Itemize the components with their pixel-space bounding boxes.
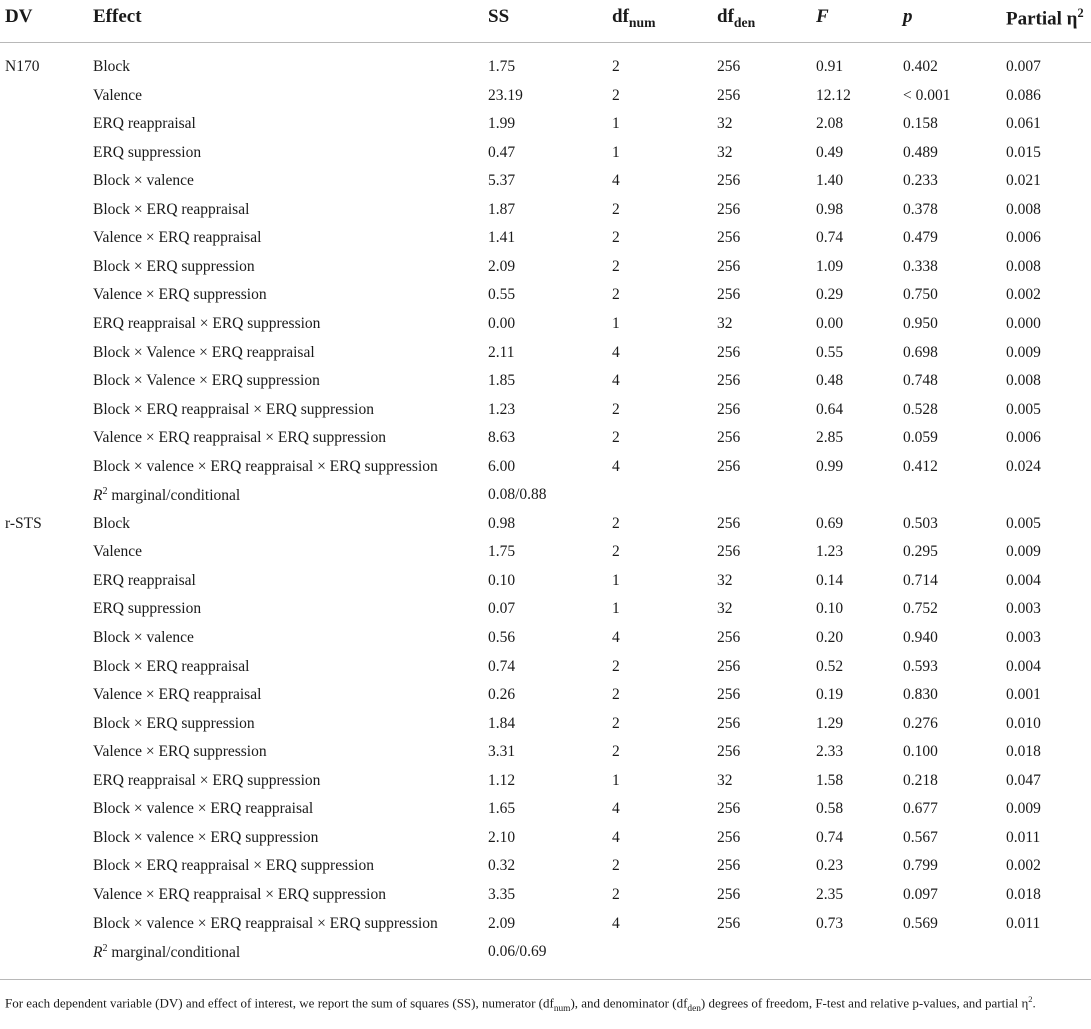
cell-dfden: 256 (717, 200, 741, 218)
header-dfden (717, 6, 755, 31)
cell-partial-eta: 0.021 (1006, 172, 1041, 190)
cell-f: 0.10 (816, 600, 844, 618)
cell-dfnum: 4 (612, 343, 620, 361)
cell-ss: 3.35 (488, 885, 516, 903)
cell-ss: 3.31 (488, 743, 516, 761)
table-row (0, 682, 1091, 711)
table-row (0, 197, 1091, 226)
cell-p: 0.097 (903, 885, 938, 903)
cell-f: 0.20 (816, 629, 844, 646)
table-row (0, 739, 1091, 768)
cell-dfden: 32 (717, 143, 733, 161)
cell-p: 0.233 (903, 172, 938, 190)
cell-p: 0.479 (903, 229, 938, 247)
cell-dfden: 32 (717, 115, 733, 133)
cell-f: 0.52 (816, 657, 844, 675)
cell-dfden: 256 (717, 828, 741, 846)
r2-symbol: R (93, 487, 103, 505)
cell-dfden: 256 (717, 914, 741, 932)
footnote-text-3: ) degrees of freedom, F-test and relative p-values, and partial η (700, 995, 1029, 1011)
cell-f: 0.73 (816, 914, 844, 932)
cell-p: 0.799 (903, 857, 938, 875)
cell-effect: Block (93, 514, 131, 532)
header-effect: Effect (93, 6, 142, 27)
cell-p: 0.412 (903, 457, 938, 475)
cell-dfnum: 4 (612, 828, 620, 846)
cell-dfden: 256 (717, 172, 741, 190)
cell-ss: 0.07 (488, 600, 516, 618)
cell-effect: Valence × ERQ reappraisal (93, 229, 262, 247)
cell-f: 0.23 (816, 857, 844, 875)
cell-ss: 1.87 (488, 200, 516, 218)
cell-p: 0.059 (903, 429, 938, 447)
cell-f: 12.12 (816, 86, 851, 104)
cell-partial-eta: 0.004 (1006, 571, 1041, 589)
cell-dfden: 32 (717, 571, 733, 589)
cell-dfden: 256 (717, 343, 741, 361)
table-row (0, 140, 1091, 169)
cell-partial-eta: 0.008 (1006, 200, 1041, 218)
cell-f: 1.40 (816, 172, 844, 190)
cell-partial-eta: 0.018 (1006, 743, 1041, 761)
cell-dfnum: 2 (612, 286, 620, 304)
footnote-sub-2: den (687, 1003, 701, 1014)
cell-dfden: 256 (717, 514, 741, 532)
cell-p: 0.402 (903, 58, 938, 75)
cell-ss: 2.09 (488, 257, 516, 275)
cell-f: 1.23 (816, 543, 844, 561)
cell-p: 0.593 (903, 657, 938, 675)
cell-f: 0.74 (816, 229, 844, 247)
cell-f: 0.14 (816, 571, 844, 589)
cell-effect: ERQ reappraisal × ERQ suppression (93, 771, 321, 789)
cell-effect: Valence (93, 86, 143, 104)
table-row (0, 596, 1091, 625)
header-rule (0, 42, 1091, 43)
cell-partial-eta: 0.008 (1006, 257, 1041, 275)
cell-dfden: 256 (717, 743, 741, 761)
cell-partial-eta: 0.003 (1006, 600, 1041, 618)
table-row (0, 254, 1091, 283)
cell-partial-eta: 0.003 (1006, 629, 1041, 646)
cell-dfnum: 1 (612, 600, 620, 618)
cell-effect: Block × valence × ERQ reappraisal × ERQ suppression (93, 914, 438, 932)
header-ss: SS (488, 6, 510, 27)
cell-ss: 2.10 (488, 828, 516, 846)
cell-f: 2.33 (816, 743, 844, 761)
cell-partial-eta: 0.061 (1006, 115, 1041, 133)
cell-ss: 0.56 (488, 629, 516, 646)
cell-effect: Block × ERQ reappraisal (93, 657, 250, 675)
cell-dfden: 256 (717, 800, 741, 818)
cell-f: 0.19 (816, 686, 844, 704)
cell-partial-eta: 0.005 (1006, 400, 1041, 418)
cell-partial-eta: 0.047 (1006, 771, 1041, 789)
cell-f: 0.55 (816, 343, 844, 361)
cell-dfden: 256 (717, 86, 741, 104)
cell-dfnum: 2 (612, 543, 620, 561)
cell-dfnum: 4 (612, 800, 620, 818)
cell-f: 0.48 (816, 372, 844, 390)
cell-f: 1.09 (816, 257, 844, 275)
cell-ss: 5.37 (488, 172, 516, 190)
cell-dfnum: 2 (612, 400, 620, 418)
cell-effect: Block × Valence × ERQ reappraisal (93, 343, 315, 361)
table-row (0, 539, 1091, 568)
cell-dfnum: 2 (612, 657, 620, 675)
cell-f: 0.98 (816, 200, 844, 218)
cell-effect: Block × ERQ suppression (93, 257, 255, 275)
cell-ss: 1.12 (488, 771, 516, 789)
table-row (0, 111, 1091, 140)
cell-ss: 1.23 (488, 400, 516, 418)
cell-dfnum: 2 (612, 743, 620, 761)
cell-effect: Block × valence × ERQ suppression (93, 828, 319, 846)
cell-ss: 8.63 (488, 429, 516, 447)
cell-p: 0.158 (903, 115, 938, 133)
cell-ss: 0.00 (488, 314, 516, 332)
cell-p: 0.567 (903, 828, 938, 846)
cell-ss: 0.06/0.69 (488, 943, 547, 961)
cell-dfden: 256 (717, 686, 741, 704)
cell-f: 2.85 (816, 429, 844, 447)
table-row (0, 568, 1091, 597)
table-row (0, 311, 1091, 340)
footnote-text-4: . (1032, 995, 1036, 1011)
cell-dfden: 256 (717, 857, 741, 875)
cell-f: 1.29 (816, 714, 844, 732)
cell-partial-eta: 0.007 (1006, 58, 1041, 75)
cell-dfden: 256 (717, 457, 741, 475)
cell-dv: N170 (5, 58, 40, 75)
cell-ss: 0.55 (488, 286, 516, 304)
table-row (0, 454, 1091, 483)
cell-p: 0.677 (903, 800, 938, 818)
cell-p: 0.830 (903, 686, 938, 704)
footnote-text-1: For each dependent variable (DV) and effect of interest, we report the sum of squares (SS), numerator (df (5, 995, 554, 1011)
table-header (0, 0, 1091, 44)
cell-f: 0.99 (816, 457, 844, 475)
cell-ss: 23.19 (488, 86, 523, 104)
cell-f: 0.00 (816, 314, 844, 332)
cell-ss: 0.08/0.88 (488, 486, 547, 504)
cell-dfnum: 2 (612, 429, 620, 447)
footnote-text-2: ), and denominator (df (570, 995, 688, 1011)
cell-partial-eta: 0.011 (1006, 828, 1041, 846)
cell-partial-eta: 0.024 (1006, 457, 1041, 475)
header-dfnum (612, 6, 656, 31)
table-row (0, 340, 1091, 369)
cell-ss: 1.75 (488, 58, 516, 75)
cell-ss: 0.74 (488, 657, 516, 675)
cell-f: 0.91 (816, 58, 844, 75)
table-row (0, 482, 1091, 511)
header-f: F (816, 6, 829, 27)
cell-effect: Block × ERQ reappraisal × ERQ suppression (93, 857, 374, 875)
cell-dfden: 256 (717, 629, 741, 646)
cell-partial-eta: 0.086 (1006, 86, 1041, 104)
table-row (0, 54, 1091, 83)
header-dfnum-sub: num (628, 14, 656, 30)
footnote-sub-1: num (553, 1003, 571, 1014)
cell-p: 0.276 (903, 714, 938, 732)
cell-p: 0.528 (903, 400, 938, 418)
r2-superscript: 2 (102, 943, 108, 955)
cell-dfden: 256 (717, 58, 741, 75)
cell-dfden: 32 (717, 771, 733, 789)
cell-p: 0.338 (903, 257, 938, 275)
cell-ss: 2.11 (488, 343, 515, 361)
cell-dfnum: 2 (612, 58, 620, 75)
cell-dfden: 256 (717, 400, 741, 418)
cell-dfden: 32 (717, 314, 733, 332)
bottom-rule (0, 979, 1091, 980)
cell-dfden: 256 (717, 286, 741, 304)
table-row (0, 83, 1091, 112)
cell-partial-eta: 0.010 (1006, 714, 1041, 732)
cell-f: 1.58 (816, 771, 844, 789)
cell-dfnum: 4 (612, 457, 620, 475)
table-row (0, 397, 1091, 426)
cell-f: 2.35 (816, 885, 844, 903)
header-eta-base: Partial η (1006, 8, 1078, 30)
cell-ss: 0.32 (488, 857, 516, 875)
cell-effect: ERQ reappraisal × ERQ suppression (93, 314, 321, 332)
cell-ss: 1.41 (488, 229, 516, 247)
cell-effect: Block × ERQ reappraisal × ERQ suppression (93, 400, 374, 418)
table-row (0, 654, 1091, 683)
cell-effect: Block × valence (93, 629, 194, 646)
header-p: p (903, 6, 913, 27)
cell-dfden: 256 (717, 885, 741, 903)
cell-effect: Valence × ERQ suppression (93, 743, 267, 761)
cell-ss: 2.09 (488, 914, 516, 932)
cell-dfnum: 2 (612, 229, 620, 247)
cell-effect: Block × valence × ERQ reappraisal × ERQ suppression (93, 457, 438, 475)
cell-partial-eta: 0.015 (1006, 143, 1041, 161)
cell-f: 0.74 (816, 828, 844, 846)
cell-dfden: 256 (717, 229, 741, 247)
cell-dfden: 256 (717, 429, 741, 447)
cell-partial-eta: 0.009 (1006, 543, 1041, 561)
cell-p: 0.750 (903, 286, 938, 304)
table-row (0, 511, 1091, 540)
table-footnote (5, 990, 1085, 1018)
r2-superscript: 2 (102, 486, 108, 498)
table-row (0, 282, 1091, 311)
cell-dv: r-STS (5, 514, 42, 532)
cell-partial-eta: 0.004 (1006, 657, 1041, 675)
cell-effect: Valence × ERQ reappraisal × ERQ suppression (93, 885, 386, 903)
cell-dfnum: 4 (612, 372, 620, 390)
cell-dfnum: 2 (612, 257, 620, 275)
cell-dfden: 32 (717, 600, 733, 618)
cell-p: 0.748 (903, 372, 938, 390)
cell-partial-eta: 0.008 (1006, 372, 1041, 390)
table-row (0, 882, 1091, 911)
cell-dfnum: 2 (612, 885, 620, 903)
cell-dfden: 256 (717, 543, 741, 561)
cell-p: 0.378 (903, 200, 938, 218)
cell-partial-eta: 0.006 (1006, 229, 1041, 247)
cell-p: 0.940 (903, 629, 938, 646)
cell-partial-eta: 0.009 (1006, 343, 1041, 361)
table-row (0, 911, 1091, 940)
cell-dfden: 256 (717, 372, 741, 390)
cell-effect (93, 943, 240, 962)
cell-f: 0.49 (816, 143, 844, 161)
cell-p: < 0.001 (903, 86, 951, 104)
table-row (0, 825, 1091, 854)
cell-partial-eta: 0.001 (1006, 686, 1041, 704)
cell-ss: 0.10 (488, 571, 516, 589)
cell-p: 0.295 (903, 543, 938, 561)
cell-effect: ERQ suppression (93, 143, 202, 161)
cell-p: 0.100 (903, 743, 938, 761)
cell-dfnum: 2 (612, 857, 620, 875)
cell-p: 0.714 (903, 571, 938, 589)
table-row (0, 796, 1091, 825)
cell-p: 0.752 (903, 600, 938, 618)
cell-ss: 0.47 (488, 143, 516, 161)
cell-ss: 1.85 (488, 372, 516, 390)
cell-partial-eta: 0.002 (1006, 286, 1041, 304)
cell-f: 2.08 (816, 115, 844, 133)
header-dfden-base: df (717, 6, 734, 27)
cell-dfnum: 1 (612, 314, 620, 332)
table-row (0, 853, 1091, 882)
cell-dfnum: 4 (612, 914, 620, 932)
table-row (0, 625, 1091, 654)
cell-effect: Block × valence × ERQ reappraisal (93, 800, 314, 818)
cell-partial-eta: 0.005 (1006, 514, 1041, 532)
r2-label: marginal/conditional (107, 944, 241, 962)
cell-effect: Block × valence (93, 172, 194, 190)
cell-ss: 6.00 (488, 457, 516, 475)
cell-effect: Block (93, 58, 131, 75)
cell-dfnum: 1 (612, 771, 620, 789)
cell-f: 0.58 (816, 800, 844, 818)
cell-effect: ERQ reappraisal (93, 115, 196, 133)
cell-dfnum: 2 (612, 514, 620, 532)
cell-dfnum: 2 (612, 714, 620, 732)
cell-effect: Block × ERQ suppression (93, 714, 255, 732)
cell-partial-eta: 0.009 (1006, 800, 1041, 818)
cell-p: 0.569 (903, 914, 938, 932)
cell-partial-eta: 0.002 (1006, 857, 1041, 875)
cell-dfnum: 4 (612, 629, 620, 646)
cell-effect: Block × ERQ reappraisal (93, 200, 250, 218)
cell-ss: 1.65 (488, 800, 516, 818)
header-dv: DV (5, 6, 33, 27)
cell-effect: Valence × ERQ reappraisal × ERQ suppression (93, 429, 386, 447)
r2-label: marginal/conditional (107, 487, 241, 505)
cell-partial-eta: 0.018 (1006, 885, 1041, 903)
cell-dfnum: 1 (612, 115, 620, 133)
table-row (0, 768, 1091, 797)
cell-ss: 1.75 (488, 543, 516, 561)
cell-dfden: 256 (717, 714, 741, 732)
table-row (0, 368, 1091, 397)
cell-p: 0.489 (903, 143, 938, 161)
cell-dfden: 256 (717, 657, 741, 675)
cell-f: 0.29 (816, 286, 844, 304)
cell-dfnum: 2 (612, 86, 620, 104)
cell-partial-eta: 0.011 (1006, 914, 1041, 932)
table-row (0, 711, 1091, 740)
cell-p: 0.218 (903, 771, 938, 789)
cell-dfnum: 1 (612, 143, 620, 161)
cell-dfnum: 2 (612, 200, 620, 218)
cell-ss: 1.84 (488, 714, 516, 732)
footnote-sup-3: 2 (1028, 994, 1033, 1004)
cell-dfden: 256 (717, 257, 741, 275)
cell-p: 0.503 (903, 514, 938, 532)
cell-effect: Valence × ERQ suppression (93, 286, 267, 304)
cell-effect: Block × Valence × ERQ suppression (93, 372, 320, 390)
r2-symbol: R (93, 944, 103, 962)
cell-ss: 0.26 (488, 686, 516, 704)
cell-partial-eta: 0.000 (1006, 314, 1041, 332)
table-row (0, 939, 1091, 968)
cell-effect: Valence × ERQ reappraisal (93, 686, 262, 704)
cell-ss: 0.98 (488, 514, 516, 532)
table-row (0, 225, 1091, 254)
cell-effect: ERQ suppression (93, 600, 202, 618)
header-partial-eta (1006, 6, 1084, 30)
cell-f: 0.69 (816, 514, 844, 532)
header-dfnum-base: df (612, 6, 629, 27)
cell-ss: 1.99 (488, 115, 516, 133)
cell-effect (93, 486, 240, 505)
table-row (0, 168, 1091, 197)
cell-effect: ERQ reappraisal (93, 571, 196, 589)
cell-p: 0.950 (903, 314, 938, 332)
cell-dfnum: 4 (612, 172, 620, 190)
header-dfden-sub: den (733, 14, 756, 30)
cell-dfnum: 2 (612, 686, 620, 704)
cell-p: 0.698 (903, 343, 938, 361)
header-eta-sup: 2 (1077, 6, 1084, 20)
table-row (0, 425, 1091, 454)
cell-dfnum: 1 (612, 571, 620, 589)
cell-effect: Valence (93, 543, 143, 561)
cell-f: 0.64 (816, 400, 844, 418)
cell-partial-eta: 0.006 (1006, 429, 1041, 447)
